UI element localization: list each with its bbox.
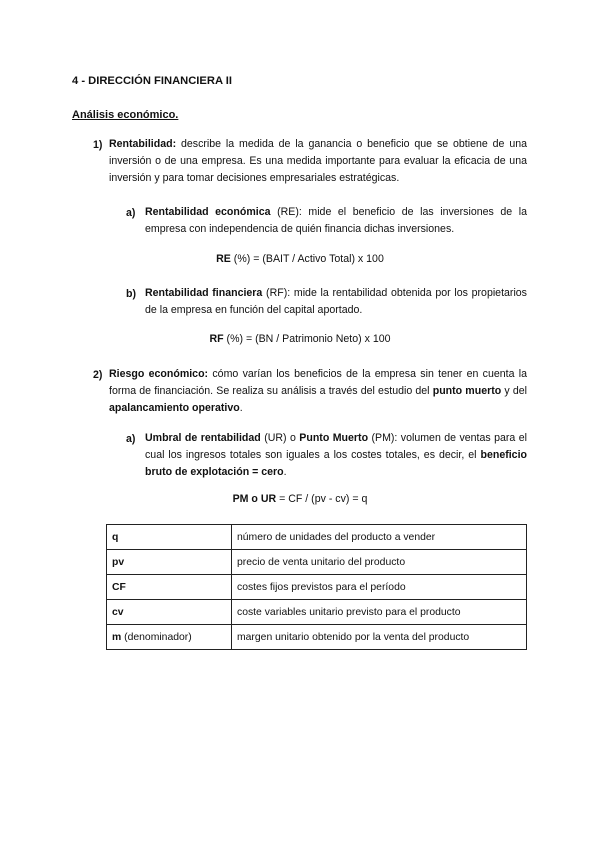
item-2-number: 2) [93,369,103,381]
section-heading: Análisis económico. [72,109,179,121]
formula-rf [0,333,600,345]
variable-symbol: m [112,631,122,643]
formula-re-symbol: RE [216,253,231,265]
item-1-paragraph [109,136,527,186]
item-2-bold-2: apalancamiento operativo [109,401,240,414]
table-row [107,525,527,550]
variable-symbol: CF [112,581,126,593]
table-cell-variable [107,550,232,575]
formula-re-expression: (%) = (BAIT / Activo Total) x 100 [230,253,384,265]
table-cell-description: margen unitario obtenido por la venta del producto [232,625,527,650]
item-2a-text-2: (PM): volumen de ventas para el cual los ingresos totales son iguales a los costes totales, es decir, el [145,432,527,461]
item-1a-term: Rentabilidad económica [145,206,271,218]
item-2-text-2: y del [501,384,528,397]
item-2a-text-1: (UR) o [260,432,300,444]
table-cell-description: número de unidades del producto a vender [232,525,527,550]
item-2a-term: Umbral de rentabilidad [145,432,261,444]
formula-pm [0,493,600,505]
formula-rf-expression: (%) = (BN / Patrimonio Neto) x 100 [223,333,391,345]
item-1a-number: a) [126,207,136,219]
item-1b-number: b) [126,288,136,300]
table-cell-description: coste variables unitario previsto para el producto [232,600,527,625]
item-2a-bold-2: beneficio bruto de explotación = cero [145,448,527,478]
item-2-paragraph [109,366,527,416]
item-2-bold-1: punto muerto [432,384,502,397]
table-row [107,625,527,650]
item-2a-text-3: . [283,465,287,478]
item-2a-bold-1: Punto Muerto [299,432,369,444]
item-1b-term: Rentabilidad financiera [145,287,263,299]
table-row [107,600,527,625]
variables-table [106,524,527,650]
variable-note: (denominador) [121,631,192,643]
table-cell-variable [107,575,232,600]
formula-re [0,253,600,265]
table-cell-variable [107,600,232,625]
table-cell-description: precio de venta unitario del producto [232,550,527,575]
item-2-text-3: . [239,401,243,414]
variable-symbol: pv [112,556,125,568]
item-1a-text: (RE): mide el beneficio de las inversiones de la empresa con independencia de quién financia dichas inversiones. [145,206,527,235]
item-1b-paragraph [145,285,527,319]
item-2a-number: a) [126,433,136,445]
variable-symbol: cv [112,606,124,618]
document-title: 4 - DIRECCIÓN FINANCIERA II [72,75,232,87]
item-2-term: Riesgo económico: [109,368,209,380]
variable-symbol: q [112,531,119,543]
formula-pm-symbol: PM o UR [232,493,277,505]
formula-rf-symbol: RF [209,333,224,345]
item-1-term: Rentabilidad: [109,138,177,150]
table-row [107,550,527,575]
item-1b-text: (RF): mide la rentabilidad obtenida por los propietarios de la empresa en función del capital aportado. [145,287,527,316]
table-row [107,575,527,600]
item-2-text-1: cómo varían los beneficios de la empresa sin tener en cuenta la forma de financiación. Se realiza su análisis a través del estudio del [109,368,528,397]
item-2a-paragraph [145,430,527,480]
table-cell-description: costes fijos previstos para el período [232,575,527,600]
item-1-number: 1) [93,139,103,151]
table-cell-variable [107,525,232,550]
item-1a-paragraph [145,204,527,238]
table-cell-variable [107,625,232,650]
item-1-text: describe la medida de la ganancia o beneficio que se obtiene de una inversión o de una empresa. Es una medida importante para evaluar la eficacia de una inversión y para tomar decisiones empresariales estratégicas. [109,138,527,184]
formula-pm-expression: = CF / (pv - cv) = q [276,493,368,505]
